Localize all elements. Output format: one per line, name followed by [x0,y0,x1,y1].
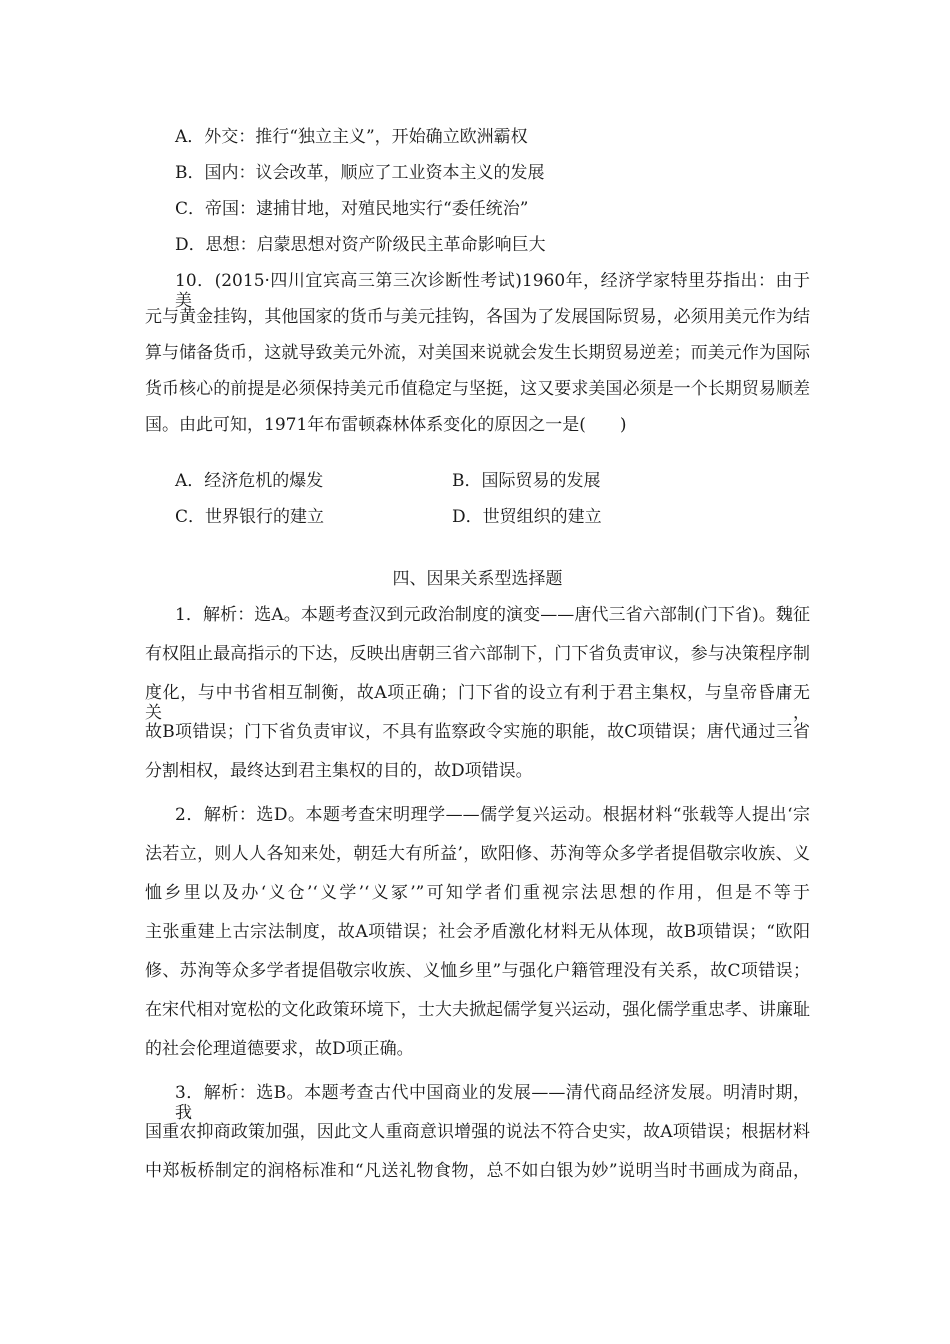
answer-2-line: 恤乡里以及办‘义仓’‘义学’‘义冢’”可知学者们重视宗法思想的作用，但是不等于 [145,883,810,903]
q10-option-b: B．国际贸易的发展 [452,471,601,491]
q10-stem-line: 算与储备货币，这就导致美元外流，对美国来说就会发生长期贸易逆差；而美元作为国际 [145,343,810,363]
answer-2-line: 主张重建上古宗法制度，故A项错误；社会矛盾激化材料无从体现，故B项错误；“欧阳 [145,922,810,942]
section-title: 四、因果关系型选择题 [392,569,563,589]
answer-1-line: 1．解析：选A。本题考查汉到元政治制度的演变——唐代三省六部制(门下省)。魏征 [175,605,810,625]
answer-2-line: 的社会伦理道德要求，故D项正确。 [145,1039,414,1059]
answer-2-line: 2．解析：选D。本题考查宋明理学——儒学复兴运动。根据材料“张载等人提出‘宗 [175,805,810,825]
answer-2-line: 在宋代相对宽松的文化政策环境下，士大夫掀起儒学复兴运动，强化儒学重忠孝、讲廉耻 [145,1000,810,1020]
answer-3-line: 3．解析：选B。本题考查古代中国商业的发展——清代商品经济发展。明清时期，我 [175,1083,810,1123]
q10-stem-line: 货币核心的前提是必须保持美元币值稳定与坚挺，这又要求美国必须是一个长期贸易顺差 [145,379,810,399]
answer-3-line: 国重农抑商政策加强，因此文人重商意识增强的说法不符合史实，故A项错误；根据材料 [145,1122,810,1142]
answer-2-line: 修、苏洵等众多学者提倡敬宗收族、义恤乡里”与强化户籍管理没有关系，故C项错误； [145,961,810,981]
answer-1-line: 有权阻止最高指示的下达，反映出唐朝三省六部制下，门下省负责审议，参与决策程序制 [145,644,810,664]
answer-3-line: 中郑板桥制定的润格标准和“凡送礼物食物，总不如白银为妙”说明当时书画成为商品， [145,1161,810,1181]
q9-option-d: D．思想：启蒙思想对资产阶级民主革命影响巨大 [175,235,546,255]
answer-1-line: 分割相权，最终达到君主集权的目的，故D项错误。 [145,761,533,781]
q9-option-a: A．外交：推行“独立主义”，开始确立欧洲霸权 [175,127,528,147]
q10-option-a: A．经济危机的爆发 [175,471,324,491]
q10-option-d: D．世贸组织的建立 [452,507,602,527]
q9-option-c: C．帝国：逮捕甘地，对殖民地实行“委任统治” [175,199,529,219]
q10-option-c: C．世界银行的建立 [175,507,325,527]
q10-stem-line: 国。由此可知，1971年布雷顿森林体系变化的原因之一是( ) [145,415,627,435]
q10-stem-line: 元与黄金挂钩，其他国家的货币与美元挂钩，各国为了发展国际贸易，必须用美元作为结 [145,307,810,327]
answer-2-line: 法若立，则人人各知来处，朝廷大有所益’，欧阳修、苏洵等众多学者提倡敬宗收族、义 [145,844,810,864]
q9-option-b: B．国内：议会改革，顺应了工业资本主义的发展 [175,163,545,183]
answer-1-line: 故B项错误；门下省负责审议，不具有监察政令实施的职能，故C项错误；唐代通过三省 [145,722,810,742]
answer-1-line: 度化，与中书省相互制衡，故A项正确；门下省的设立有利于君主集权，与皇帝昏庸无关， [145,683,810,723]
q10-stem-line: 10．(2015·四川宜宾高三第三次诊断性考试)1960年，经济学家特里芬指出：由于美 [175,271,810,311]
